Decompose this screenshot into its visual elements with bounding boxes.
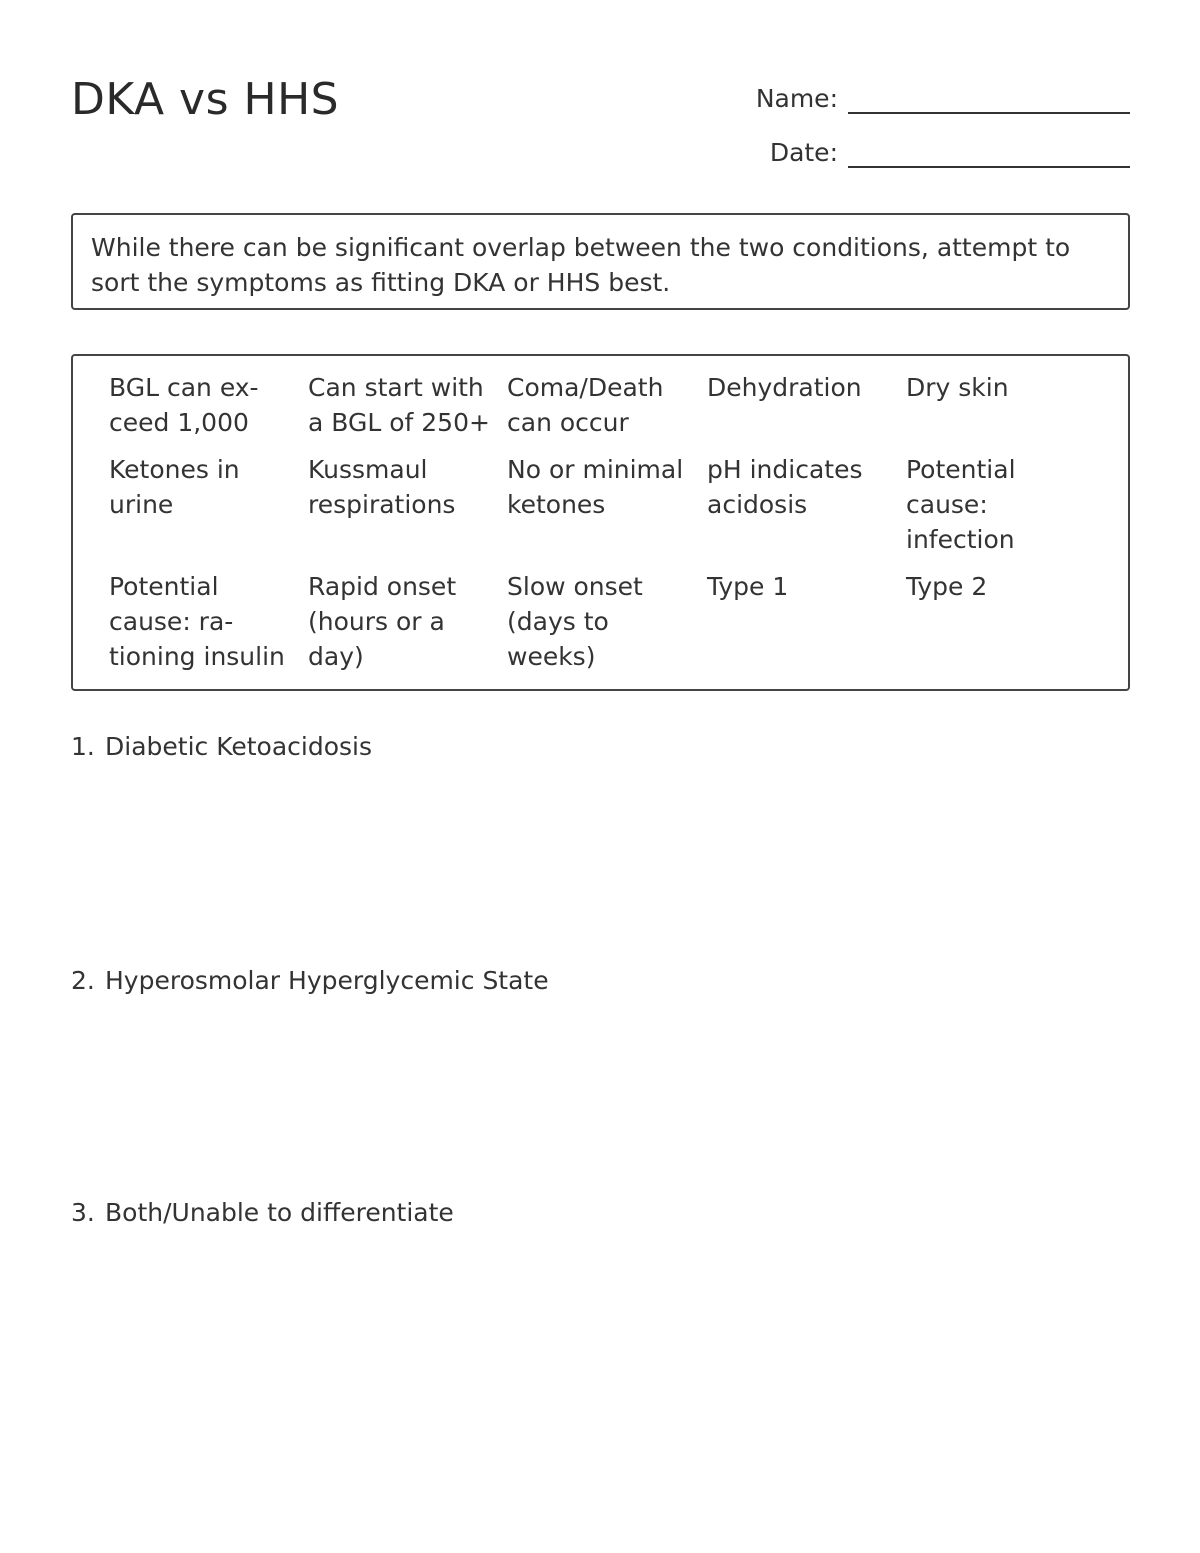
instructions-box: While there can be significant overlap between the two conditions, attempt to sort the symptoms as fitting DKA or HHS best. bbox=[71, 213, 1130, 310]
section-number: 1. bbox=[71, 732, 95, 761]
word-bank-item: Potential cause: ra- tioning insulin bbox=[109, 572, 285, 671]
word-bank-item: Ketones in urine bbox=[109, 455, 240, 519]
word-bank-item: No or minimal ketones bbox=[507, 455, 684, 519]
word-bank-item: Kussmaul respirations bbox=[308, 455, 456, 519]
section-number: 2. bbox=[71, 966, 95, 995]
word-bank-item: Type 1 bbox=[707, 572, 789, 601]
page-title: DKA vs HHS bbox=[71, 74, 340, 125]
name-field bbox=[756, 78, 1130, 114]
section-diabetic-ketoacidosis bbox=[71, 731, 372, 763]
word-bank-item: Type 2 bbox=[906, 572, 988, 601]
word-bank-item: Potential cause: infection bbox=[906, 455, 1016, 554]
word-bank-item: Rapid onset (hours or a day) bbox=[308, 572, 457, 671]
word-bank-grid bbox=[109, 370, 1092, 674]
word-bank-box bbox=[71, 354, 1130, 691]
word-bank-item: Slow onset (days to weeks) bbox=[507, 572, 643, 671]
section-heading: Both/Unable to differentiate bbox=[105, 1198, 454, 1227]
section-heading: Hyperosmolar Hyperglycemic State bbox=[105, 966, 549, 995]
section-heading: Diabetic Ketoacidosis bbox=[105, 732, 373, 761]
word-bank-item: Dry skin bbox=[906, 373, 1009, 402]
word-bank-item: pH indicates acidosis bbox=[707, 455, 863, 519]
word-bank-item: Coma/Death can occur bbox=[507, 373, 664, 437]
section-hyperosmolar-hyperglycemic-state bbox=[71, 965, 549, 997]
word-bank-item: Can start with a BGL of 250+ bbox=[308, 373, 490, 437]
section-both-unable-to-differentiate bbox=[71, 1197, 454, 1229]
date-blank-line[interactable] bbox=[848, 132, 1130, 168]
date-field bbox=[770, 132, 1130, 168]
word-bank-item: Dehydration bbox=[707, 373, 862, 402]
word-bank-item: BGL can ex- ceed 1,000 bbox=[109, 373, 259, 437]
section-number: 3. bbox=[71, 1198, 95, 1227]
name-blank-line[interactable] bbox=[848, 78, 1130, 114]
name-label: Name: bbox=[755, 84, 838, 113]
date-label: Date: bbox=[769, 138, 838, 167]
